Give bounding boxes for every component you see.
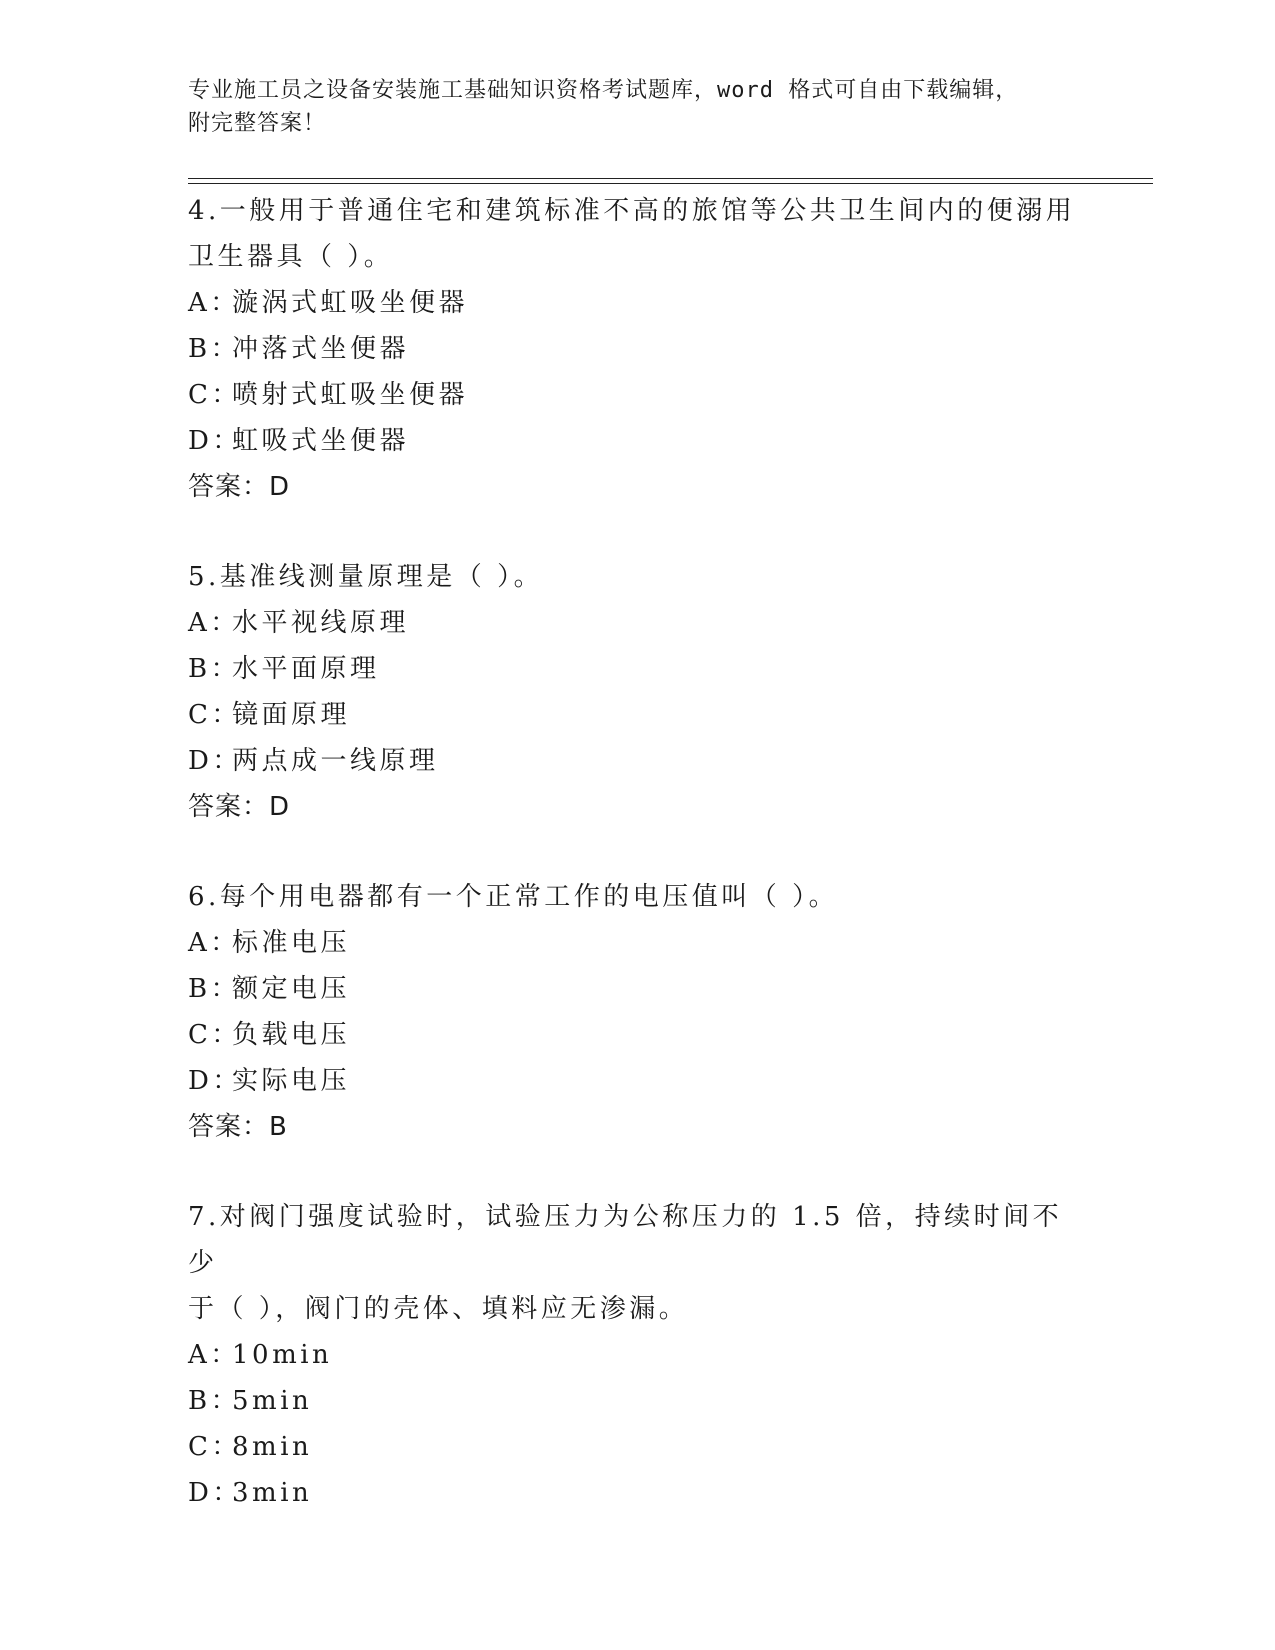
answer-line	[188, 784, 1088, 830]
option-letter: A：	[188, 608, 240, 638]
answer-value: D	[269, 472, 291, 502]
option-row	[188, 280, 1088, 326]
question-stem: 5.基准线测量原理是（ ）。	[188, 562, 544, 592]
option-letter: C：	[188, 1020, 241, 1050]
option-text: 水平视线原理	[232, 608, 410, 638]
question-block	[188, 554, 1088, 830]
option-row	[188, 1058, 1088, 1104]
question-block	[188, 874, 1088, 1150]
option-text: 10min	[232, 1340, 333, 1370]
option-letter: D：	[188, 1478, 242, 1508]
option-letter: A：	[188, 1340, 240, 1370]
option-letter: B：	[188, 654, 241, 684]
question-stem: 于（ ），阀门的壳体、填料应无渗漏。	[188, 1294, 689, 1324]
option-text: 喷射式虹吸坐便器	[232, 380, 469, 410]
header-line-1: 专业施工员之设备安装施工基础知识资格考试题库，word 格式可自由下载编辑，	[188, 78, 1019, 103]
option-text: 标准电压	[232, 928, 351, 958]
option-text: 两点成一线原理	[232, 746, 439, 776]
question-block	[188, 188, 1088, 510]
option-text: 8min	[232, 1432, 313, 1462]
question-stem: 4.一般用于普通住宅和建筑标准不高的旅馆等公共卫生间内的便溺用	[188, 196, 1076, 226]
option-row	[188, 372, 1088, 418]
document-header	[188, 74, 1088, 140]
option-letter: D：	[188, 426, 242, 456]
answer-value: B	[269, 1112, 288, 1142]
answer-line	[188, 1104, 1088, 1150]
option-letter: A：	[188, 288, 240, 318]
header-divider-top	[188, 178, 1153, 179]
answer-line	[188, 464, 1088, 510]
option-letter: B：	[188, 974, 241, 1004]
option-letter: A：	[188, 928, 240, 958]
option-letter: C：	[188, 380, 241, 410]
option-text: 负载电压	[232, 1020, 351, 1050]
option-text: 镜面原理	[232, 700, 351, 730]
question-stem: 7.对阀门强度试验时，试验压力为公称压力的 1.5 倍，持续时间不少	[188, 1202, 1063, 1278]
option-row	[188, 600, 1088, 646]
answer-label: 答案：	[188, 792, 270, 822]
option-text: 水平面原理	[232, 654, 380, 684]
option-row	[188, 418, 1088, 464]
option-row	[188, 966, 1088, 1012]
option-row	[188, 738, 1088, 784]
question-block	[188, 1194, 1088, 1516]
option-text: 3min	[232, 1478, 313, 1508]
answer-label: 答案：	[188, 472, 270, 502]
option-letter: C：	[188, 700, 241, 730]
option-row	[188, 646, 1088, 692]
option-text: 实际电压	[232, 1066, 351, 1096]
option-letter: D：	[188, 746, 242, 776]
option-row	[188, 1012, 1088, 1058]
option-row	[188, 1424, 1088, 1470]
option-text: 冲落式坐便器	[232, 334, 410, 364]
question-stem: 卫生器具（ ）。	[188, 242, 394, 272]
option-text: 漩涡式虹吸坐便器	[232, 288, 469, 318]
option-text: 虹吸式坐便器	[232, 426, 410, 456]
option-letter: B：	[188, 334, 241, 364]
option-row	[188, 1470, 1088, 1516]
question-list	[188, 188, 1088, 1560]
option-row	[188, 1378, 1088, 1424]
header-divider-bottom	[188, 183, 1153, 184]
option-row	[188, 1332, 1088, 1378]
answer-value: D	[269, 792, 291, 822]
option-text: 额定电压	[232, 974, 351, 1004]
option-letter: D：	[188, 1066, 242, 1096]
option-row	[188, 920, 1088, 966]
option-text: 5min	[232, 1386, 313, 1416]
option-letter: C：	[188, 1432, 241, 1462]
question-stem: 6.每个用电器都有一个正常工作的电压值叫（ ）。	[188, 882, 839, 912]
option-letter: B：	[188, 1386, 241, 1416]
answer-label: 答案：	[188, 1112, 270, 1142]
option-row	[188, 692, 1088, 738]
header-line-2: 附完整答案！	[188, 111, 327, 136]
option-row	[188, 326, 1088, 372]
